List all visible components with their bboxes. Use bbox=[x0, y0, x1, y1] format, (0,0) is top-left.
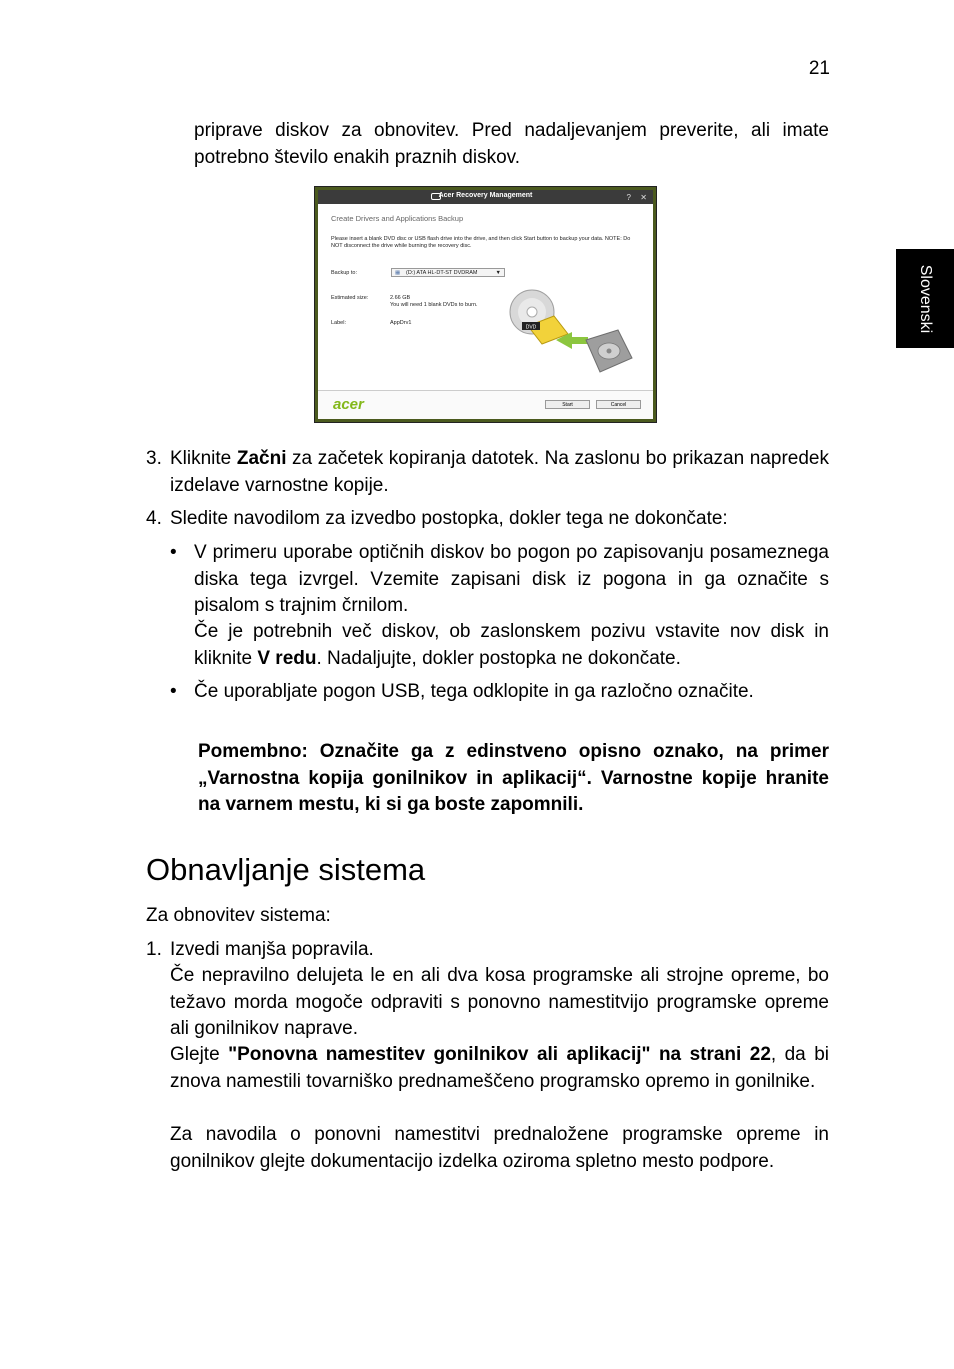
step-4-text: Sledite navodilom za izvedbo postopka, dokler tega ne dokončate: bbox=[170, 508, 728, 529]
cross-reference-link[interactable]: "Ponovna namestitev gonilnikov ali aplikacij" na strani 22 bbox=[228, 1044, 771, 1065]
backup-to-label: Backup to: bbox=[331, 270, 357, 276]
backup-drive-select[interactable] bbox=[391, 268, 505, 277]
dialog-heading: Create Drivers and Applications Backup bbox=[331, 214, 464, 223]
important-note: Pomembno: Označite ga z edinstveno opisno oznako, na primer „Varnostna kopija gonilnikov in aplikacij“. Varnostne kopije hranite na varnem mestu, ki si ga boste zapomnili. bbox=[198, 741, 829, 815]
language-tab bbox=[896, 249, 954, 348]
language-tab-label: Slovenski bbox=[917, 264, 934, 333]
page-number: 21 bbox=[808, 58, 830, 79]
start-button[interactable]: Start bbox=[545, 400, 590, 409]
step-1-paragraph-3: Za navodila o ponovni namestitvi prednaložene programske opreme in gonilnikov glejte dokumentacijo izdelka oziroma spletno mesto podpore. bbox=[170, 1124, 829, 1172]
bullet-1-cont-b: . Nadaljujte, dokler postopka ne dokončate. bbox=[316, 647, 681, 669]
step-3-text-b: za začetek kopiranja datotek. Na zaslonu bo prikazan napredek izdelave varnostne kopije. bbox=[170, 448, 829, 496]
bullet-1-cont-a: Če je potrebnih več diskov, ob zaslonskem pozivu vstavite nov disk in kliknite bbox=[194, 621, 829, 669]
step-1-p2-a: Glejte bbox=[170, 1044, 229, 1065]
step-1-p2-b: , da bi znova namestili tovarniško prednameščeno programsko opremo in gonilnike. bbox=[170, 1044, 829, 1092]
window-title: Acer Recovery Management bbox=[438, 192, 533, 199]
section-heading: Obnavljanje sistema bbox=[146, 852, 426, 887]
step-1-number: 1. bbox=[146, 939, 162, 960]
hard-drive-icon bbox=[586, 330, 632, 372]
step-1-paragraph-2 bbox=[170, 1042, 829, 1095]
dialog-instruction: Please insert a blank DVD disc or USB flash drive into the drive, and then click Start button to backup your data. NOTE: Do NOT disconnect the drive while burning the recovery disc. bbox=[331, 236, 631, 249]
bullet-2-symbol: • bbox=[170, 681, 177, 702]
ok-label-bold: V redu bbox=[257, 647, 317, 669]
bullet-1-symbol: • bbox=[170, 542, 177, 563]
dvd-tag: DVD bbox=[525, 324, 537, 331]
backup-illustration bbox=[508, 288, 638, 376]
acer-logo: acer bbox=[333, 396, 364, 413]
recovery-screenshot bbox=[314, 186, 657, 423]
drive-icon: ▦ bbox=[395, 270, 401, 276]
backup-drive-value: (D:) ATA HL-DT-ST DVDRAM bbox=[406, 270, 478, 276]
bullet-1-continuation bbox=[194, 619, 829, 672]
section-intro: Za obnovitev sistema: bbox=[146, 905, 331, 926]
step-3-text-a: Kliknite bbox=[170, 448, 237, 469]
label-value: AppDrv1 bbox=[390, 320, 412, 326]
step-3-text bbox=[170, 446, 829, 499]
chevron-down-icon: ▼ bbox=[495, 270, 501, 276]
step-3-number: 3. bbox=[146, 448, 162, 469]
bullet-1-text: V primeru uporabe optičnih diskov bo pogon po zapisovanju posameznega diska tega izvrgel. Vzemite zapisani disk iz pogona in ga označite s pisalom s trajnim črnilom. bbox=[194, 542, 829, 616]
step-4-number: 4. bbox=[146, 508, 162, 529]
start-label-bold: Začni bbox=[236, 448, 287, 469]
dvd-count-note: You will need 1 blank DVDs to burn. bbox=[390, 302, 478, 308]
step-1-paragraph-1: Če nepravilno delujeta le en ali dva kosa programske ali strojne opreme, bo težavo morda mogoče odpraviti s ponovno namestitvijo programske opreme ali gonilnikov naprave. bbox=[170, 965, 829, 1039]
cancel-button[interactable]: Cancel bbox=[596, 400, 641, 409]
estimated-size-value: 2.66 GB bbox=[390, 295, 411, 301]
close-icon[interactable]: ✕ bbox=[640, 193, 647, 202]
bullet-2-text: Če uporabljate pogon USB, tega odklopite in ga razločno označite. bbox=[194, 681, 754, 702]
intro-paragraph: priprave diskov za obnovitev. Pred nadaljevanjem preverite, ali imate potrebno število enakih praznih diskov. bbox=[194, 120, 829, 168]
dialog-footer bbox=[318, 390, 653, 419]
window-titlebar bbox=[318, 190, 653, 204]
help-button[interactable]: ? bbox=[626, 193, 631, 202]
estimated-size-label: Estimated size: bbox=[331, 295, 369, 301]
label-label: Label: bbox=[331, 320, 346, 326]
step-1-title: Izvedi manjša popravila. bbox=[170, 939, 374, 960]
